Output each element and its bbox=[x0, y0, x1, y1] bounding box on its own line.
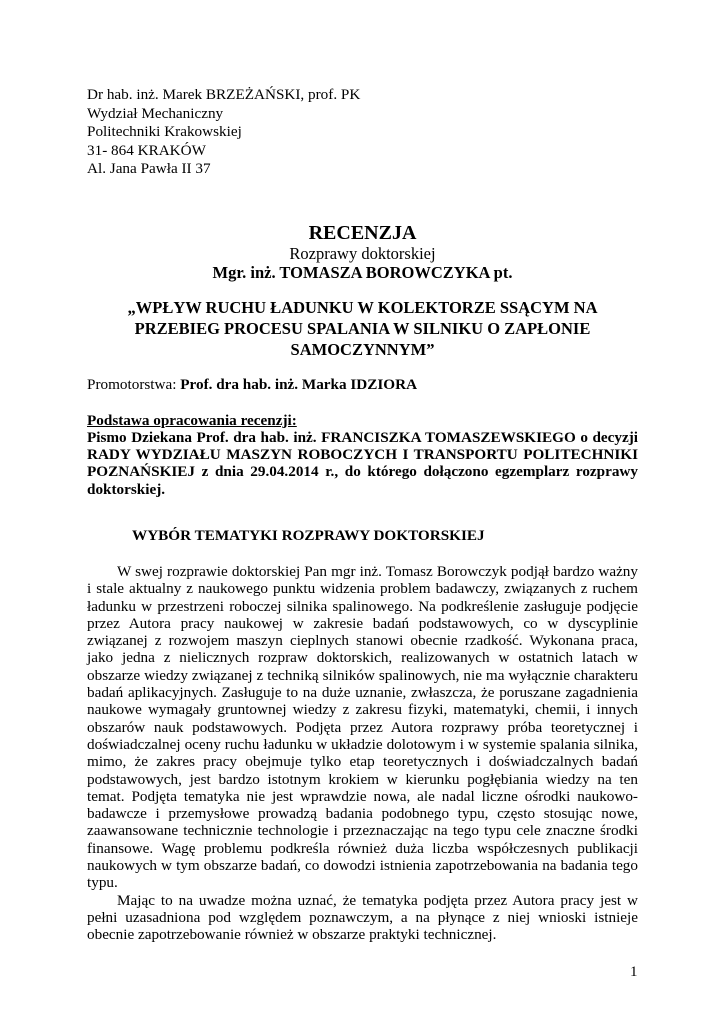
review-subtitle: Rozprawy doktorskiej bbox=[289, 244, 436, 263]
page-number: 1 bbox=[630, 964, 638, 980]
basis-heading: Podstawa opracowania recenzji: bbox=[87, 412, 297, 429]
body-paragraph-1: W swej rozprawie doktorskiej Pan mgr inż. Tomasz Borowczyk podjął bardzo ważny i stale aktualny z naukowego punktu widzenia problem badawczy, związanych z ruchem ładunku w przestrzeni roboczej silnika spalinowego. Na podkreślenie zasługuje podjęcie przez Autora pracy naukowej w zakresie badań podstawowych, co w dyscyplinie związanej z rozwojem maszyn cieplnych stanowi obecnie rzadkość. Wykonana praca, jako jedna z nielicznych rozpraw doktorskich, realizowanych w ostatnich latach w obszarze wiedzy związanej z techniką silników spalinowych, nie ma wyłącznie charakteru badań aplikacyjnych. Zasługuje to na duże uznanie, zwłaszcza, że poruszane zagadnienia naukowe wymagały gruntownej wiedzy z zakresu fizyki, matematyki, chemii, i innych obszarów nauk podstawowych. Podjęta przez Autora rozprawy próba teoretycznej i doświadczalnej oceny ruchu ładunku w układzie dolotowym i w systemie spalania silnika, mimo, że zakres pracy obejmuje tylko etap teoretycznych i doświadczalnych badań podstawowych, jest bardzo istotnym krokiem w kierunku pogłębiania wiedzy na ten temat. Podjęta tematyka nie jest wprawdzie nowa, ale nadal liczne ośrodki naukowo-badawcze i przemysłowe prowadzą badania podobnego typu, często stosując nowe, zaawansowane technicznie technologie i przeznaczając na tego typu cele znaczne środki finansowe. Wagę problemu podkreśla również duża liczba współczesnych publikacji naukowych w tym obszarze badań, co dowodzi istnienia zapotrzebowania na badania tego typu. bbox=[87, 563, 638, 892]
body-paragraph-2: Mając to na uwadze można uznać, że tematyka podjęta przez Autora pracy jest w pełni uzasadniona pod względem poznawczym, a na płynące z niej wnioski istnieje obecnie zapotrzebowanie również w obszarze praktyki technicznej. bbox=[87, 891, 638, 944]
promoter-name: Prof. dra hab. inż. Marka IDZIORA bbox=[180, 376, 418, 393]
thesis-title: „WPŁYW RUCHU ŁADUNKU W KOLEKTORZE SSĄCYM NA PRZEBIEG PROCESU SPALANIA W SILNIKU O ZAPŁONIE SAMOCZYNNYM” bbox=[127, 298, 598, 359]
author-address-block bbox=[87, 86, 360, 179]
review-basis bbox=[87, 412, 638, 498]
candidate-name: Mgr. inż. TOMASZA BOROWCZYKA pt. bbox=[212, 263, 513, 282]
author-city: 31- 864 KRAKÓW bbox=[87, 141, 206, 159]
section-heading: WYBÓR TEMATYKI ROZPRAWY DOKTORSKIEJ bbox=[132, 527, 485, 544]
promoter-line bbox=[87, 376, 417, 393]
author-university: Politechniki Krakowskiej bbox=[87, 123, 242, 140]
section-body bbox=[87, 563, 638, 944]
basis-text: Pismo Dziekana Prof. dra hab. inż. FRANCISZKA TOMASZEWSKIEGO o decyzji RADY WYDZIAŁU MASZYN ROBOCZYCH I TRANSPORTU POLITECHNIKI POZNAŃSKIEJ z dnia 29.04.2014 r., do którego dołączono egzemplarz rozprawy doktorskiej. bbox=[87, 429, 638, 498]
review-title-block bbox=[0, 222, 725, 283]
author-street: Al. Jana Pawła II 37 bbox=[87, 160, 211, 177]
promoter-label: Promotorstwa: bbox=[87, 376, 181, 393]
review-title: RECENZJA bbox=[308, 222, 417, 244]
author-department: Wydział Mechaniczny bbox=[87, 104, 224, 122]
author-name: Dr hab. inż. Marek BRZEŻAŃSKI, prof. PK bbox=[87, 86, 361, 103]
